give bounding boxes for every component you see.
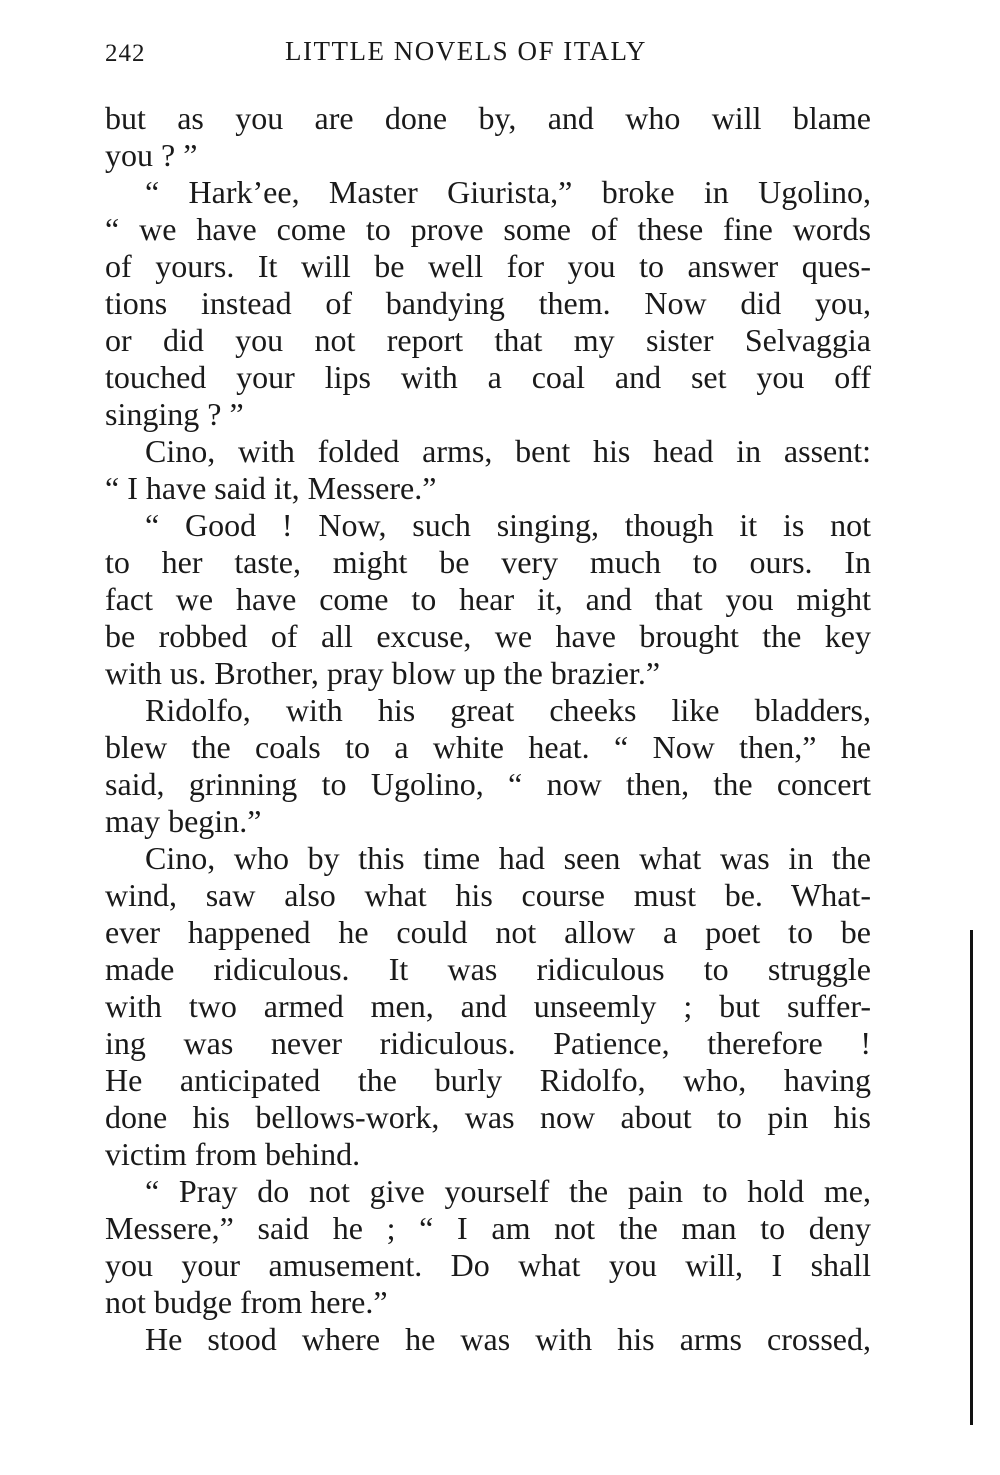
text-line: Messere,” said he ; “ I am not the man to deny bbox=[105, 1210, 871, 1246]
text-line: “ Hark’ee, Master Giurista,” broke in Ugolino, bbox=[145, 174, 871, 210]
text-line: “ Good ! Now, such singing, though it is not bbox=[145, 507, 871, 543]
text-line: “ Pray do not give yourself the pain to hold me, bbox=[145, 1173, 871, 1209]
text-line: to her taste, might be very much to ours. In bbox=[105, 544, 871, 580]
running-title: LITTLE NOVELS OF ITALY bbox=[285, 36, 647, 66]
page-header bbox=[0, 30, 1000, 80]
text-line: Cino, who by this time had seen what was in the bbox=[145, 840, 871, 876]
body-text bbox=[105, 100, 871, 1358]
text-line: done his bellows-work, was now about to pin his bbox=[105, 1099, 871, 1135]
text-line: may begin.” bbox=[105, 803, 262, 839]
text-line: ing was never ridiculous. Patience, therefore ! bbox=[105, 1025, 871, 1061]
text-line: ever happened he could not allow a poet to be bbox=[105, 914, 871, 950]
text-line: not budge from here.” bbox=[105, 1284, 388, 1320]
text-line: Ridolfo, with his great cheeks like bladders, bbox=[145, 692, 871, 728]
text-line: of yours. It will be well for you to answer ques- bbox=[105, 248, 871, 284]
text-line: you your amusement. Do what you will, I shall bbox=[105, 1247, 871, 1283]
text-line: “ we have come to prove some of these fine words bbox=[105, 211, 871, 247]
text-line: He stood where he was with his arms crossed, bbox=[145, 1321, 871, 1357]
gutter-rule bbox=[970, 930, 973, 1425]
text-line: but as you are done by, and who will blame bbox=[105, 100, 871, 136]
text-line: be robbed of all excuse, we have brought the key bbox=[105, 618, 871, 654]
text-line: tions instead of bandying them. Now did you, bbox=[105, 285, 871, 321]
text-line: with two armed men, and unseemly ; but suffer- bbox=[105, 988, 871, 1024]
text-line: made ridiculous. It was ridiculous to struggle bbox=[105, 951, 871, 987]
text-line: victim from behind. bbox=[105, 1136, 361, 1172]
text-line: singing ? ” bbox=[105, 396, 244, 432]
text-line: Cino, with folded arms, bent his head in assent: bbox=[145, 433, 871, 469]
text-line: blew the coals to a white heat. “ Now then,” he bbox=[105, 729, 871, 765]
text-line: fact we have come to hear it, and that you might bbox=[105, 581, 871, 617]
page-number: 242 bbox=[105, 40, 146, 67]
text-line: you ? ” bbox=[105, 137, 198, 173]
text-line: or did you not report that my sister Selvaggia bbox=[105, 322, 871, 358]
text-line: said, grinning to Ugolino, “ now then, the concert bbox=[105, 766, 871, 802]
text-line: touched your lips with a coal and set you off bbox=[105, 359, 871, 395]
text-line: “ I have said it, Messere.” bbox=[105, 470, 437, 506]
text-line: wind, saw also what his course must be. What- bbox=[105, 877, 871, 913]
text-line: He anticipated the burly Ridolfo, who, having bbox=[105, 1062, 871, 1098]
text-line: with us. Brother, pray blow up the brazier.” bbox=[105, 655, 661, 691]
